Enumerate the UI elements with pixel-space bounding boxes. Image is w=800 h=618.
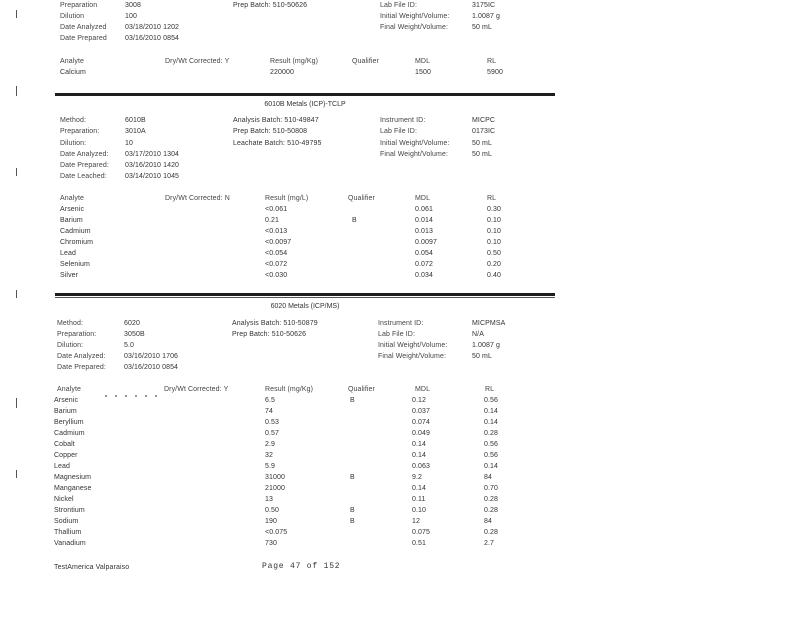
col-header-qualifier: Qualifier: [348, 195, 375, 202]
field-value: MICPC: [472, 117, 496, 124]
prep-batch: Prep Batch: 510-50808: [233, 128, 308, 135]
col-header-rl: RL: [487, 195, 497, 202]
field-value: N/A: [472, 331, 484, 338]
mdl-value: 12: [412, 518, 420, 525]
field-value: 10: [125, 140, 133, 147]
rl-value: 5900: [487, 69, 503, 76]
field-value: 03/16/2010 0854: [125, 35, 180, 42]
field-value: 6020: [124, 320, 140, 327]
field-value: 0173IC: [472, 128, 496, 135]
field-label: Lab File ID:: [380, 2, 417, 9]
mdl-value: 0.0097: [415, 239, 438, 246]
field-label: Final Weight/Volume:: [380, 151, 449, 158]
mdl-value: 0.12: [412, 397, 427, 404]
col-header-analyte: Analyte: [60, 195, 85, 202]
result-value: <0.075: [265, 529, 288, 536]
rl-value: 84: [484, 474, 492, 481]
rl-value: 0.20: [487, 261, 502, 268]
mdl-value: 0.14: [412, 452, 427, 459]
analyte-name: Beryllium: [54, 419, 84, 426]
field-label: Lab File ID:: [378, 331, 415, 338]
analyte-name: Cobalt: [54, 441, 75, 448]
field-label: Date Analyzed:: [60, 151, 109, 158]
field-label: Initial Weight/Volume:: [380, 140, 450, 147]
field-label: Dilution:: [57, 342, 84, 349]
field-value: 3010A: [125, 128, 146, 135]
field-value: 03/14/2010 1045: [125, 173, 180, 180]
margin-mark: [16, 290, 17, 298]
analyte-name: Sodium: [54, 518, 79, 525]
section-title: 6020 Metals (ICP/MS): [270, 303, 340, 310]
analyte-name: Nickel: [54, 496, 74, 503]
margin-mark: [16, 398, 17, 408]
analyte-name: Silver: [60, 272, 79, 279]
result-value: <0.061: [265, 206, 288, 213]
field-value: 1.0087 g: [472, 342, 501, 349]
analyte-name: Magnesium: [54, 474, 92, 481]
field-value: 03/16/2010 1706: [124, 353, 179, 360]
analyte-name: Thallium: [54, 529, 82, 536]
mdl-value: 0.049: [412, 430, 431, 437]
rl-value: 0.28: [484, 430, 499, 437]
analyte-name: Lead: [54, 463, 70, 470]
field-label: Preparation: [60, 2, 98, 9]
field-label: Date Prepared: [60, 35, 107, 42]
margin-mark: [16, 168, 17, 176]
field-value: 03/17/2010 1304: [125, 151, 180, 158]
col-header-result: Result (mg/L): [265, 195, 309, 202]
field-label: Final Weight/Volume:: [378, 353, 447, 360]
margin-mark: [16, 470, 17, 478]
result-value: 2.9: [265, 441, 276, 448]
prep-batch: Prep Batch: 510-50626: [233, 2, 308, 9]
analyte-name: Arsenic: [60, 206, 85, 213]
rl-value: 0.28: [484, 496, 499, 503]
rl-value: 0.10: [487, 228, 502, 235]
analyte-name: Calcium: [60, 69, 86, 76]
result-value: <0.054: [265, 250, 288, 257]
field-value: MICPMSA: [472, 320, 506, 327]
field-value: 50 mL: [472, 140, 492, 147]
rl-value: 0.56: [484, 397, 499, 404]
analyte-name: Vanadium: [54, 540, 86, 547]
field-label: Method:: [60, 117, 86, 124]
section-divider: [55, 293, 555, 296]
rl-value: 0.28: [484, 529, 499, 536]
field-label: Dilution:: [60, 140, 87, 147]
field-label: Initial Weight/Volume:: [380, 13, 450, 20]
mdl-value: 0.51: [412, 540, 427, 547]
result-value: 32: [265, 452, 273, 459]
rl-value: 0.56: [484, 452, 499, 459]
col-header-mdl: MDL: [415, 58, 431, 65]
field-value: 6010B: [125, 117, 146, 124]
analyte-name: Manganese: [54, 485, 92, 492]
mdl-value: 0.10: [412, 507, 427, 514]
col-header-dryw: Dry/Wt Corrected: N: [165, 195, 230, 202]
result-value: 6.5: [265, 397, 276, 404]
field-label: Date Analyzed:: [57, 353, 106, 360]
col-header-qualifier: Qualifier: [348, 386, 375, 393]
mdl-value: 0.061: [415, 206, 434, 213]
field-value: 03/16/2010 0854: [124, 364, 179, 371]
rl-value: 2.7: [484, 540, 495, 547]
field-value: 50 mL: [472, 353, 492, 360]
analyte-name: Copper: [54, 452, 78, 459]
mdl-value: 0.11: [412, 496, 426, 503]
result-value: 0.53: [265, 419, 280, 426]
scan-artifact: [125, 395, 127, 397]
analysis-batch: Analysis Batch: 510-50879: [232, 320, 318, 327]
scan-artifact: [115, 395, 117, 397]
col-header-mdl: MDL: [415, 386, 431, 393]
col-header-qualifier: Qualifier: [352, 58, 379, 65]
analyte-name: Selenium: [60, 261, 90, 268]
field-label: Dilution: [60, 13, 85, 20]
result-value: 190: [265, 518, 277, 525]
col-header-mdl: MDL: [415, 195, 431, 202]
mdl-value: 0.072: [415, 261, 434, 268]
section-divider: [55, 93, 555, 96]
col-header-dryw: Dry/Wt Corrected: Y: [165, 58, 230, 65]
page-number: Page 47 of 152: [262, 562, 341, 571]
mdl-value: 0.037: [412, 408, 431, 415]
rl-value: 0.40: [487, 272, 502, 279]
field-value: 3175IC: [472, 2, 496, 9]
analyte-name: Barium: [54, 408, 77, 415]
rl-value: 0.50: [487, 250, 502, 257]
result-value: 220000: [270, 69, 294, 76]
result-value: <0.072: [265, 261, 288, 268]
result-value: 31000: [265, 474, 285, 481]
result-value: 0.57: [265, 430, 280, 437]
section-divider-thin: [55, 297, 555, 298]
field-value: 5.0: [124, 342, 135, 349]
qualifier-value: B: [350, 518, 355, 525]
analysis-batch: Analysis Batch: 510-49847: [233, 117, 319, 124]
qualifier-value: B: [350, 507, 355, 514]
result-value: 0.21: [265, 217, 280, 224]
rl-value: 0.70: [484, 485, 499, 492]
rl-value: 0.10: [487, 217, 502, 224]
field-value: 50 mL: [472, 151, 492, 158]
field-label: Date Prepared:: [60, 162, 109, 169]
field-label: Date Analyzed: [60, 24, 107, 31]
rl-value: 0.10: [487, 239, 502, 246]
rl-value: 84: [484, 518, 492, 525]
col-header-result: Result (mg/Kg): [265, 386, 314, 393]
mdl-value: 9.2: [412, 474, 423, 481]
field-value: 3050B: [124, 331, 145, 338]
mdl-value: 0.074: [412, 419, 431, 426]
leachate-batch: Leachate Batch: 510-49795: [233, 140, 322, 147]
mdl-value: 0.054: [415, 250, 434, 257]
col-header-analyte: Analyte: [60, 58, 85, 65]
mdl-value: 0.075: [412, 529, 431, 536]
field-label: Date Leached:: [60, 173, 107, 180]
analyte-name: Chromium: [60, 239, 94, 246]
field-value: 3008: [125, 2, 141, 9]
field-label: Date Prepared:: [57, 364, 106, 371]
qualifier-value: B: [350, 397, 355, 404]
result-value: <0.013: [265, 228, 288, 235]
field-value: 03/18/2010 1202: [125, 24, 180, 31]
mdl-value: 0.14: [412, 485, 427, 492]
field-label: Final Weight/Volume:: [380, 24, 449, 31]
section-title: 6010B Metals (ICP)-TCLP: [264, 101, 346, 108]
rl-value: 0.14: [484, 408, 499, 415]
result-value: <0.030: [265, 272, 288, 279]
col-header-result: Result (mg/Kg): [270, 58, 319, 65]
qualifier-value: B: [350, 474, 355, 481]
scan-artifact: [145, 395, 147, 397]
result-value: 5.9: [265, 463, 276, 470]
qualifier-value: B: [352, 217, 357, 224]
col-header-rl: RL: [485, 386, 495, 393]
rl-value: 0.30: [487, 206, 502, 213]
rl-value: 0.56: [484, 441, 499, 448]
field-value: 1.0087 g: [472, 13, 501, 20]
rl-value: 0.14: [484, 463, 499, 470]
analyte-name: Cadmium: [54, 430, 85, 437]
mdl-value: 1500: [415, 69, 431, 76]
result-value: 13: [265, 496, 273, 503]
field-label: Method:: [57, 320, 83, 327]
field-label: Instrument ID:: [380, 117, 426, 124]
result-value: 21000: [265, 485, 285, 492]
scan-artifact: [135, 395, 137, 397]
rl-value: 0.14: [484, 419, 499, 426]
field-label: Preparation:: [57, 331, 97, 338]
scan-artifact: [105, 395, 107, 397]
col-header-analyte: Analyte: [57, 386, 82, 393]
company-name: TestAmerica Valparaiso: [54, 564, 130, 571]
col-header-dryw: Dry/Wt Corrected: Y: [164, 386, 229, 393]
field-label: Lab File ID:: [380, 128, 417, 135]
field-value: 100: [125, 13, 137, 20]
result-value: 730: [265, 540, 277, 547]
result-value: <0.0097: [265, 239, 292, 246]
field-value: 03/16/2010 1420: [125, 162, 180, 169]
analyte-name: Arsenic: [54, 397, 79, 404]
margin-mark: [16, 86, 17, 96]
field-label: Initial Weight/Volume:: [378, 342, 448, 349]
field-value: 50 mL: [472, 24, 492, 31]
analyte-name: Strontium: [54, 507, 85, 514]
field-label: Preparation:: [60, 128, 100, 135]
mdl-value: 0.063: [412, 463, 431, 470]
mdl-value: 0.034: [415, 272, 434, 279]
col-header-rl: RL: [487, 58, 497, 65]
mdl-value: 0.14: [412, 441, 427, 448]
result-value: 0.50: [265, 507, 280, 514]
prep-batch: Prep Batch: 510-50626: [232, 331, 307, 338]
analyte-name: Barium: [60, 217, 83, 224]
scan-artifact: [155, 395, 157, 397]
margin-mark: [16, 10, 17, 18]
analyte-name: Lead: [60, 250, 76, 257]
mdl-value: 0.013: [415, 228, 434, 235]
field-label: Instrument ID:: [378, 320, 424, 327]
analyte-name: Cadmium: [60, 228, 91, 235]
mdl-value: 0.014: [415, 217, 434, 224]
rl-value: 0.28: [484, 507, 499, 514]
result-value: 74: [265, 408, 273, 415]
